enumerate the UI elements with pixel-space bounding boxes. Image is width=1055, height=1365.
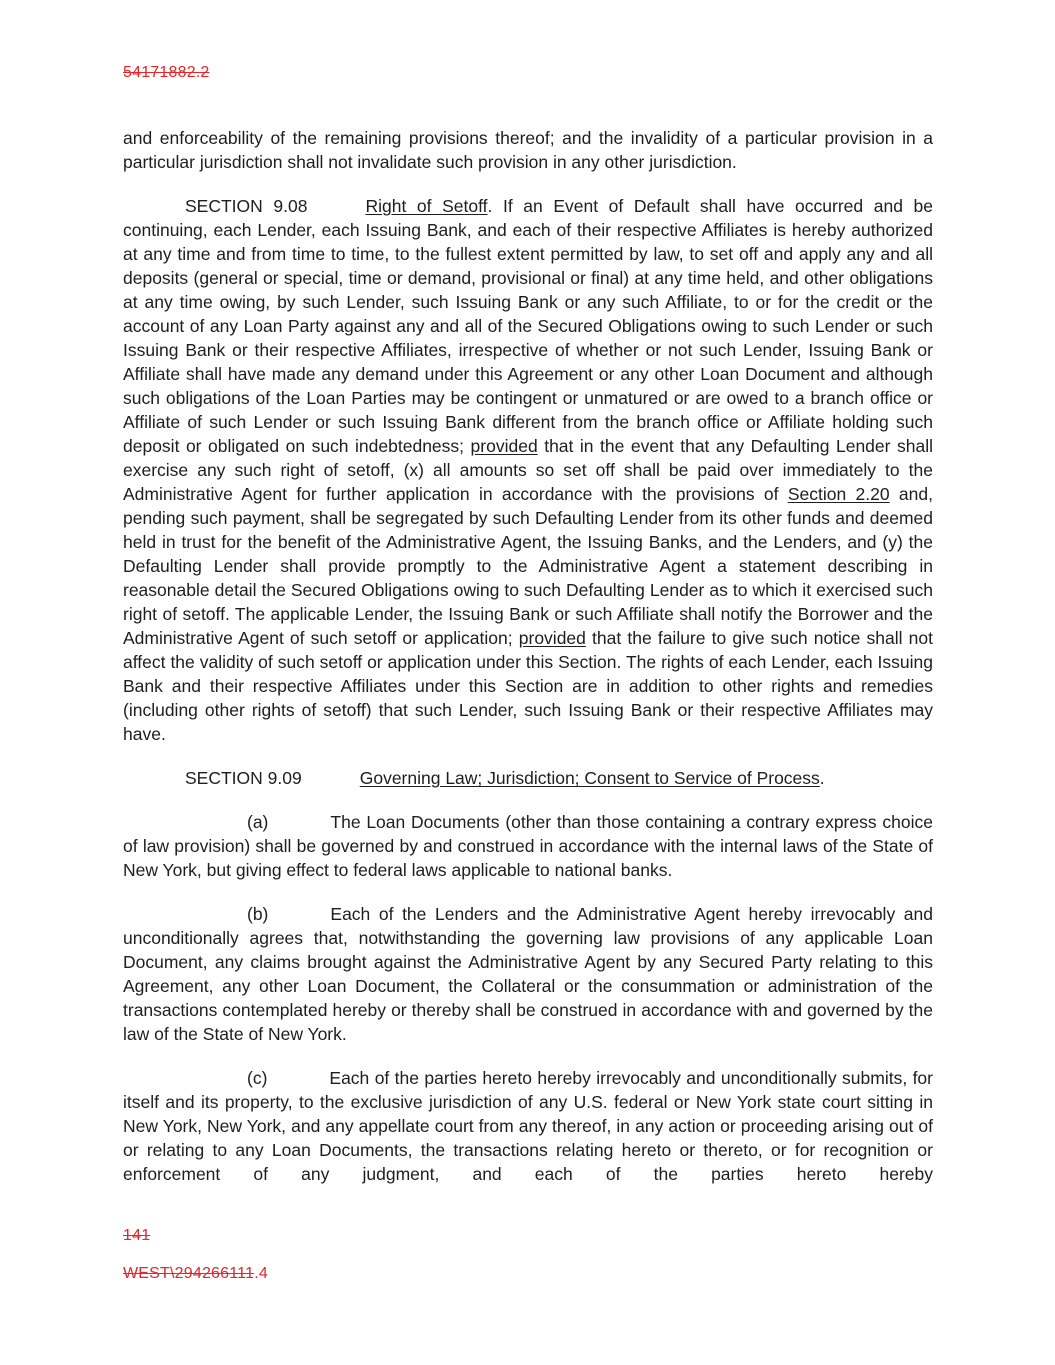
text-run: Each of the parties hereto hereby irrevocably and unconditionally submits, for itself and its property, to the exclusive jurisdiction of any U.S. federal or New York state court sitting in New York, New York, and any appellate court from any thereof, in any action or proceeding arising out of or relating to any Loan Documents, the transactions relating hereto or thereto, or for recognition or enforcement of any judgment, and each of the parties hereto hereby [123, 1068, 933, 1184]
paragraph [123, 766, 933, 790]
text-run: SECTION 9.08 [185, 196, 308, 216]
text-run: . [819, 768, 825, 788]
header-doc-number-stamp [123, 64, 210, 82]
footer-doc-id-struck-text: WEST\294266111 [123, 1265, 255, 1282]
text-run: (a) [247, 812, 269, 832]
text-run: that in the event that any Defaulting Lender shall exercise any such right of setoff, (x) all amounts so set off shall be paid over immediately to the Administrative Agent for further application in accordance with the provisions of [123, 436, 933, 504]
footer-doc-id-suffix-text: .4 [254, 1265, 268, 1282]
page-number-text: 141 [123, 1227, 151, 1244]
text-run: Section 2.20 [787, 484, 890, 504]
footer-doc-id-stamp [123, 1265, 268, 1283]
paragraph [123, 126, 933, 174]
header-doc-number-text: 54171882.2 [123, 64, 210, 81]
text-run: and enforceability of the remaining provisions thereof; and the invalidity of a particular provision in a particular jurisdiction shall not invalidate such provision in any other jurisdiction. [123, 128, 933, 172]
text-run: provided [470, 436, 538, 456]
text-run: . If an Event of Default shall have occurred and be continuing, each Lender, each Issuing Bank, and each of their respective Affiliates is hereby authorized at any time and from time to time, to the fullest extent permitted by law, to set off and apply any and all deposits (general or special, time or demand, provisional or final) at any time held, and other obligations at any time owing, by such Lender, such Issuing Bank or any such Affiliate, to or for the credit or the account of any Loan Party against any and all of the Secured Obligations owing to such Lender or such Issuing Bank or their respective Affiliates, irrespective of whether or not such Lender, Issuing Bank or Affiliate shall have made any demand under this Agreement or any other Loan Document and although such obligations of the Loan Parties may be contingent or unmatured or are owed to a branch office or Affiliate of such Lender or such Issuing Bank different from the branch office or Affiliate holding such deposit or obligated on such indebtedness; [123, 196, 933, 456]
text-run: SECTION 9.09 [185, 768, 302, 788]
paragraph [123, 810, 933, 882]
text-run: that the failure to give such notice shall not affect the validity of such setoff or application under this Section. The rights of each Lender, each Issuing Bank and their respective Affiliates under this Section are in addition to other rights and remedies (including other rights of setoff) that such Lender, such Issuing Bank or their respective Affiliates may have. [123, 628, 933, 744]
text-run: and, pending such payment, shall be segregated by such Defaulting Lender from its other funds and deemed held in trust for the benefit of the Administrative Agent, the Issuing Banks, and the Lenders, and (y) the Defaulting Lender shall provide promptly to the Administrative Agent a statement describing in reasonable detail the Secured Obligations owing to such Defaulting Lender as to which it exercised such right of setoff. The applicable Lender, the Issuing Bank or such Affiliate shall notify the Borrower and the Administrative Agent of such setoff or application; [123, 484, 933, 648]
text-run: Each of the Lenders and the Administrative Agent hereby irrevocably and unconditionally agrees that, notwithstanding the governing law provisions of any applicable Loan Document, any claims brought against the Administrative Agent by any Secured Party relating to this Agreement, any other Loan Document, the Collateral or the consummation or administration of the transactions contemplated hereby or thereby shall be construed in accordance with and governed by the law of the State of New York. [123, 904, 933, 1044]
text-run: provided [518, 628, 586, 648]
text-run: Governing Law; Jurisdiction; Consent to Service of Process [359, 768, 820, 788]
text-run: Right of Setoff [365, 196, 488, 216]
text-run: (b) [247, 904, 269, 924]
paragraph [123, 1066, 933, 1186]
document-body [123, 126, 933, 1186]
page-number-stamp [123, 1227, 150, 1245]
paragraph [123, 902, 933, 1046]
text-run: (c) [247, 1068, 268, 1088]
text-run: The Loan Documents (other than those containing a contrary express choice of law provision) shall be governed by and construed in accordance with the internal laws of the State of New York, but giving effect to federal laws applicable to national banks. [123, 812, 933, 880]
paragraph [123, 194, 933, 746]
